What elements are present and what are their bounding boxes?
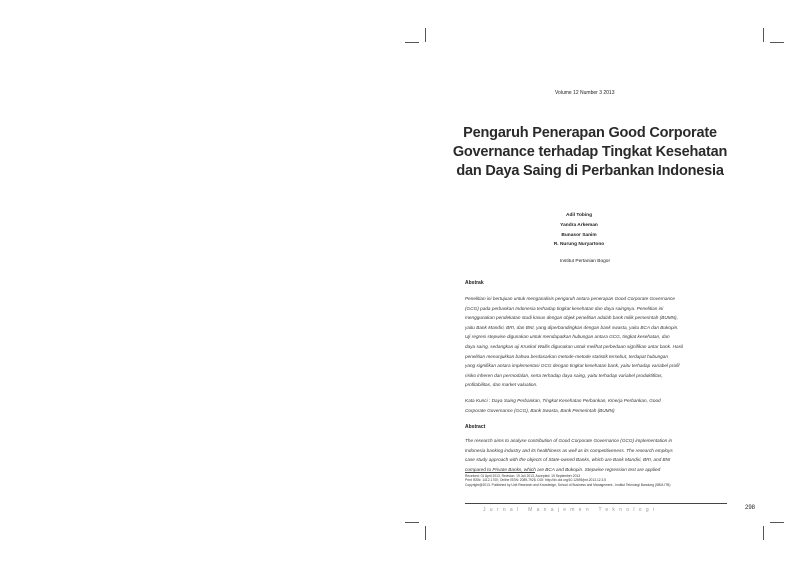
title-line: Pengaruh Penerapan Good Corporate	[463, 125, 717, 141]
journal-page	[435, 50, 755, 550]
abstract-line: The research aims to analyse contribution of Good Corporate Governance (GCG) implementation in	[465, 438, 673, 443]
affiliation: Institut Pertanian Bogor	[559, 259, 611, 264]
author-name: Bunasor Sanim	[561, 233, 597, 238]
keywords-line: Corporate Governance (GCG), Bank Swasta, Bank Pemerintah (BUMN)	[465, 407, 615, 413]
crop-mark-bottom-left-v	[425, 526, 426, 540]
abstrak-line: Penelitian ini bertujuan untuk menganalisis pengaruh antara penerapan Good Corporate Governance	[465, 296, 676, 301]
footnote-rule	[465, 472, 535, 473]
abstrak-heading: Abstrak	[465, 280, 484, 286]
journal-name: Jurnal Manajemen Teknologi	[483, 507, 659, 513]
article-title	[445, 124, 735, 181]
abstrak-line: yaitu Bank Mandiri, BRI, dan BNI, yang diperbandingkan dengan bank swasta, yaitu BCA dan Bukopin.	[465, 324, 679, 330]
abstrak-body	[465, 294, 720, 390]
footnote-line: Received: 01 April 2013, Revision: 19 Juli 2013, Accepted: 19 September 2013	[465, 474, 581, 478]
author-name: R. Nurung Nuryartono	[553, 242, 605, 247]
footnote	[465, 474, 725, 487]
crop-mark-top-left-v	[425, 28, 426, 42]
abstrak-line: Uji regresi stepwise digunakan untuk mendapatkan hubungan antara GCG, tingkat kesehatan, dan	[465, 334, 670, 340]
crop-mark-top-right-v	[763, 28, 764, 42]
page-number: 298	[745, 505, 756, 511]
author-name: Yandra Arkeman	[560, 223, 598, 228]
abstract-body	[465, 436, 720, 474]
author-name: Adil Tobing	[565, 213, 593, 218]
abstrak-line: profitabilitas, dan market valuation.	[465, 382, 538, 388]
abstrak-line: penelitian menunjukkan bahwa berdasarkan metode-metode statistik tersebut, terdapat hubungan	[465, 353, 668, 359]
volume-info: Volume 12 Number 3 2013	[555, 90, 615, 96]
footnote-line: Print ISSN: 1412-1700; Online ISSN: 2089-7928. DOI: http://dx.doi.org/10.12695/jmt.2013.12.3.5	[465, 478, 607, 483]
abstrak-line: daya saing, sedangkan uji Kruskal Wallis digunakan untuk melihat perbedaan signifikan antar bank. Hasil	[465, 343, 684, 349]
abstract-line: Indonesia banking industry and its healthiness as well as its competitiveness. The research employs	[465, 447, 673, 453]
crop-mark-top-right-h	[770, 42, 784, 43]
crop-mark-top-left-h	[405, 42, 419, 43]
keywords-line: Kata Kunci : Daya Saing Perbankan, Tingkat Kesehatan Perbankan, Kinerja Perbankan, Good	[465, 398, 661, 403]
abstrak-line: yang signifikan antara implementasi GCG dengan tingkat kesehatan bank, yaitu terhadap variabel profil	[465, 363, 680, 369]
abstrak-line: (GCG) pada perbankan Indonesia terhadap tingkat kesehatan dan daya saingnya. Penelitian ini	[465, 305, 664, 311]
crop-mark-bottom-right-h	[770, 522, 784, 523]
title-line: dan Daya Saing di Perbankan Indonesia	[456, 163, 724, 179]
crop-mark-bottom-right-v	[763, 526, 764, 540]
crop-mark-bottom-left-h	[405, 522, 419, 523]
footer-rule	[465, 503, 727, 504]
abstract-line: case study approach with the objects of State-owned Banks, which are Bank Mandiri, BRI, and BNI	[465, 457, 671, 463]
keywords	[465, 396, 720, 415]
title-line: Governance terhadap Tingkat Kesehatan	[452, 144, 728, 160]
abstrak-line: risiko inheren dan permodalan, serta terhadap daya saing, yaitu terhadap variabel produktifitas,	[465, 372, 663, 378]
abstract-heading: Abstract	[465, 424, 486, 430]
abstract-line: compared to Private Banks, which are BCA and Bukopin. Stepwise regression test are applied	[465, 466, 661, 472]
abstrak-line: menggunakan pendekatan studi kasus dengan objek penelitian adalah bank milik pemerintah (BUMN),	[465, 315, 678, 321]
footnote-line: Copyright@2013. Published by Unit Research and Knowledge, School of Business and Management - Institut Teknologi Bandung (SBM-ITB)	[465, 482, 671, 487]
